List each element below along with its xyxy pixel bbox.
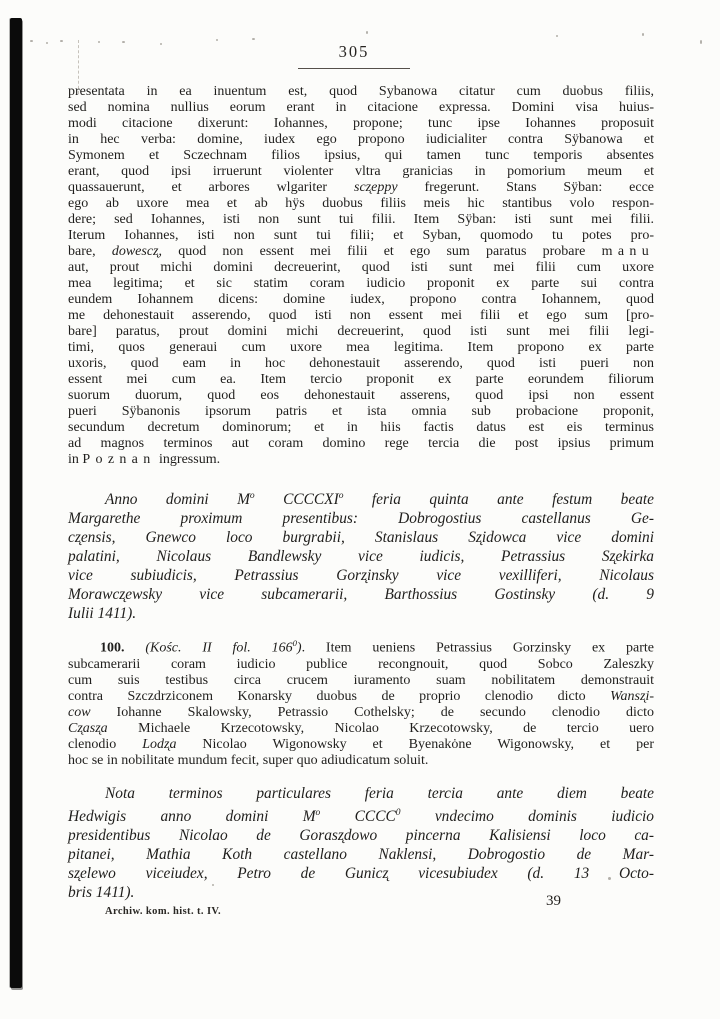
text-segment: Morawcz̨ewsky vice subcamerarii, Barthossius Gostinsky (d. 9 bbox=[68, 586, 654, 604]
text-segment: subcamerarii coram iudicio publice recongnouit, quod Sobco Zaleszky bbox=[68, 656, 654, 672]
text-line bbox=[68, 84, 654, 100]
page-number: 305 bbox=[338, 42, 370, 61]
text-line bbox=[68, 212, 654, 228]
text-line bbox=[68, 635, 654, 657]
styled-text-segment: (Kośc. II fol. 166 bbox=[145, 640, 293, 656]
styled-text-segment: 0 bbox=[292, 638, 297, 648]
text-segment bbox=[125, 641, 146, 656]
text-segment: CCCCXI bbox=[254, 491, 339, 509]
paragraph-record-continuation bbox=[68, 84, 654, 468]
text-segment: presidentibus Nicolao de Gorasz̨dowo pincerna Kalisiensi loco ca- bbox=[68, 827, 654, 845]
text-segment: quassauerunt, et arbores wlgariter bbox=[68, 180, 354, 195]
footer-sheet-number: 39 bbox=[546, 893, 561, 909]
scan-speck bbox=[366, 31, 368, 34]
text-segment: ego ab uxore mea et ab hÿs duobus filiis meis hic stantibus volo respon- bbox=[68, 196, 654, 211]
text-segment: dere; sed Iohannes, isti non sunt tui filii. Item Sÿban: isti sunt mei filii. bbox=[68, 212, 654, 227]
text-segment: in hec verba: domine, iudex ego propono iudicialiter contra Sÿbanowa et bbox=[68, 132, 654, 147]
text-segment: Symonem et Sczechnam filios ipsius, qui tamen tunc temporis absentes bbox=[68, 148, 654, 163]
scan-speck bbox=[216, 39, 218, 41]
paragraph-session-heading-july bbox=[68, 486, 654, 623]
text-segment: timi, quos generaui cum uxore mea legitima. Item propono ex parte bbox=[68, 340, 654, 355]
text-segment: Hedwigis anno domini M bbox=[68, 808, 316, 826]
text-line bbox=[68, 883, 654, 902]
text-line bbox=[68, 585, 654, 604]
text-segment: pueri Sÿbanonis ipsorum patris et ista omnia sub probacione proponit, bbox=[68, 404, 654, 419]
text-segment: Margarethe proximum presentibus: Dobrogostius castellanus Ge- bbox=[68, 510, 654, 528]
styled-text-segment: Wansz̨i- bbox=[610, 688, 654, 704]
scan-speck bbox=[556, 35, 558, 37]
text-segment: vice subiudicis, Petrassius Gorz̨insky vice vexilliferi, Nicolaus bbox=[68, 567, 654, 585]
scan-speck bbox=[252, 38, 255, 40]
styled-text-segment: dowescz̨ bbox=[111, 244, 159, 259]
text-line bbox=[68, 388, 654, 404]
text-line bbox=[68, 452, 654, 468]
styled-text-segment: ) bbox=[296, 640, 302, 656]
text-segment: aut, prout michi domini decreuerint, quod isti sunt mei filii cum uxore bbox=[68, 260, 654, 275]
scan-speck bbox=[98, 41, 100, 43]
text-segment: mea legitima; et sic statim coram iudicio proponit ex parte sui contra bbox=[68, 276, 654, 291]
footer-series-note: Archiw. kom. hist. t. IV. bbox=[105, 906, 222, 917]
text-segment: CCCC bbox=[320, 808, 396, 826]
styled-text-segment: o bbox=[315, 807, 321, 818]
paragraph-record-100 bbox=[68, 635, 654, 769]
text-line bbox=[68, 372, 654, 388]
text-segment: sed nomina nullius eorum erant in citacione expressa. Domini visa huius- bbox=[68, 100, 654, 115]
text-segment: Anno domini M bbox=[105, 491, 250, 509]
text-line bbox=[68, 132, 654, 148]
text-line bbox=[68, 689, 654, 705]
text-segment: Iterum Iohannes, isti non sunt tui filii; et Syban, quomodo tu potes pro- bbox=[68, 228, 654, 243]
text-segment: bare, bbox=[68, 244, 112, 259]
styled-text-segment: 0 bbox=[395, 807, 401, 818]
text-segment: contra Szczdrziconem Konarsky duobus de proprio clenodio dicto bbox=[68, 688, 611, 704]
styled-text-segment: Lodz̨a bbox=[142, 736, 177, 752]
styled-text-segment: Poznan bbox=[82, 452, 156, 467]
text-segment: palatini, Nicolaus Bandlewsky vice iudicis, Petrassius Sz̨ekirka bbox=[68, 548, 654, 566]
text-line bbox=[68, 547, 654, 566]
text-segment: Iohanne Skalowsky, Petrassio Cothelsky; de secundo clenodio dicto bbox=[90, 704, 654, 720]
text-segment: cum suis testibus circa crucem iuramento suam nobilitatem demonstrauit bbox=[68, 672, 654, 688]
scan-speck bbox=[700, 40, 702, 44]
text-line bbox=[68, 196, 654, 212]
text-line bbox=[68, 826, 654, 845]
scan-speck bbox=[30, 40, 33, 42]
text-segment: feria quinta ante festum beate bbox=[343, 491, 654, 509]
text-line bbox=[68, 340, 654, 356]
page-header bbox=[298, 42, 410, 69]
scan-speck bbox=[60, 40, 63, 42]
scan-speck bbox=[122, 41, 125, 43]
text-line bbox=[68, 308, 654, 324]
text-segment: me dehonestauit asserendo, quod isti non essent mei filii et ego sum [pro- bbox=[68, 308, 654, 323]
text-line bbox=[68, 260, 654, 276]
text-line bbox=[68, 356, 654, 372]
text-line bbox=[68, 721, 654, 737]
paragraph-session-heading-october bbox=[68, 784, 654, 902]
text-line bbox=[68, 604, 654, 623]
text-segment: hoc se in nobilitate mundum fecit, super quo adiudicatum soluit. bbox=[68, 752, 429, 768]
text-segment: uxoris, quod eam in hoc dehonestauit asserendo, quod isti pueri non bbox=[68, 356, 654, 371]
text-segment: bare] paratus, prout domini michi decreuerint, quod isti sunt mei filii legi- bbox=[68, 324, 654, 339]
text-segment: Iulii 1411). bbox=[68, 605, 137, 623]
text-line bbox=[68, 180, 654, 196]
scan-speck bbox=[642, 33, 644, 36]
text-segment: Michaele Krzecotowsky, Nicolao Krzecotowsky, de tercio uero bbox=[107, 720, 654, 736]
text-segment: Nicolao Wigonowsky et Byenakȯne Wigonowsky, et per bbox=[176, 736, 654, 752]
text-line bbox=[68, 845, 654, 864]
text-line bbox=[68, 324, 654, 340]
text-line bbox=[68, 420, 654, 436]
text-line bbox=[68, 292, 654, 308]
text-segment: ingressum. bbox=[155, 452, 221, 467]
text-line bbox=[68, 803, 654, 826]
scan-speck bbox=[46, 42, 48, 44]
text-line bbox=[68, 148, 654, 164]
text-line bbox=[68, 705, 654, 721]
text-line bbox=[68, 657, 654, 673]
text-line bbox=[68, 244, 654, 260]
text-segment: suorum duorum, quod eos dehonestauit asserens, quod ipsi non essent bbox=[68, 388, 654, 403]
text-line bbox=[68, 436, 654, 452]
text-line bbox=[68, 753, 654, 769]
text-line bbox=[68, 673, 654, 689]
text-segment: in bbox=[68, 452, 83, 467]
text-line bbox=[68, 509, 654, 528]
text-segment: pitanei, Mathia Koth castellano Naklensi, Dobrogostio de Mar- bbox=[68, 846, 654, 864]
text-segment: cz̨ensis, Gnewco loco burgrabii, Stanislaus Sz̨idowca vice domini bbox=[68, 529, 654, 547]
text-line bbox=[68, 228, 654, 244]
styled-text-segment: o bbox=[249, 490, 255, 501]
text-segment: fregerunt. Stans Sÿban: ecce bbox=[397, 180, 654, 195]
text-line bbox=[68, 164, 654, 180]
text-line bbox=[68, 864, 654, 883]
text-segment: vndecimo dominis iudicio bbox=[400, 808, 654, 826]
text-segment: essent mei cum ea. Item tercio proponit ex parte eorundem filiorum bbox=[68, 372, 654, 387]
styled-text-segment: 100. bbox=[100, 640, 125, 656]
text-segment: , quod non essent mei filii et ego sum paratus probare bbox=[158, 244, 602, 259]
text-segment: erant, quod ipsi irruerunt violenter vltra granicias in pomorium meum et bbox=[68, 164, 654, 179]
text-segment: . Item ueniens Petrassius Gorzinsky ex parte bbox=[301, 640, 654, 656]
styled-text-segment: manu bbox=[601, 244, 655, 259]
styled-text-segment: o bbox=[338, 490, 344, 501]
text-line bbox=[68, 784, 654, 803]
text-line bbox=[68, 116, 654, 132]
text-line bbox=[68, 737, 654, 753]
text-segment: bris 1411). bbox=[68, 884, 135, 902]
text-segment: eundem Iohannem dicens: domine iudex, propono contra Iohannem, quod bbox=[68, 292, 654, 307]
text-line bbox=[68, 566, 654, 585]
styled-text-segment: scz̨eppy bbox=[354, 180, 398, 195]
text-segment: presentata in ea inuentum est, quod Sybanowa citatur cum duobus filiis, bbox=[68, 84, 654, 99]
text-segment: clenodio bbox=[68, 736, 143, 752]
text-line bbox=[68, 100, 654, 116]
styled-text-segment: Cz̨asz̨a bbox=[68, 720, 108, 736]
text-segment: secundum decretum dominorum; et in hiis factis datus est eis terminus bbox=[68, 420, 654, 435]
scan-speck bbox=[160, 43, 162, 45]
text-segment: sz̨elewo viceiudex, Petro de Gunicz̨ vicesubiudex (d. 13 Octo- bbox=[68, 865, 654, 883]
styled-text-segment: cow bbox=[68, 704, 91, 720]
text-line bbox=[68, 486, 654, 509]
text-segment: Nota terminos particulares feria tercia ante diem beate bbox=[105, 785, 654, 802]
text-segment: modi citacione dixerunt: Iohannes, propone; tunc ipse Iohannes proposuit bbox=[68, 116, 654, 131]
text-line bbox=[68, 528, 654, 547]
text-line bbox=[68, 404, 654, 420]
scan-binding-bar bbox=[10, 18, 22, 988]
text-line bbox=[68, 276, 654, 292]
text-segment: ad magnos terminos aut coram domino rege tercia die post ipsius primum bbox=[68, 436, 654, 451]
